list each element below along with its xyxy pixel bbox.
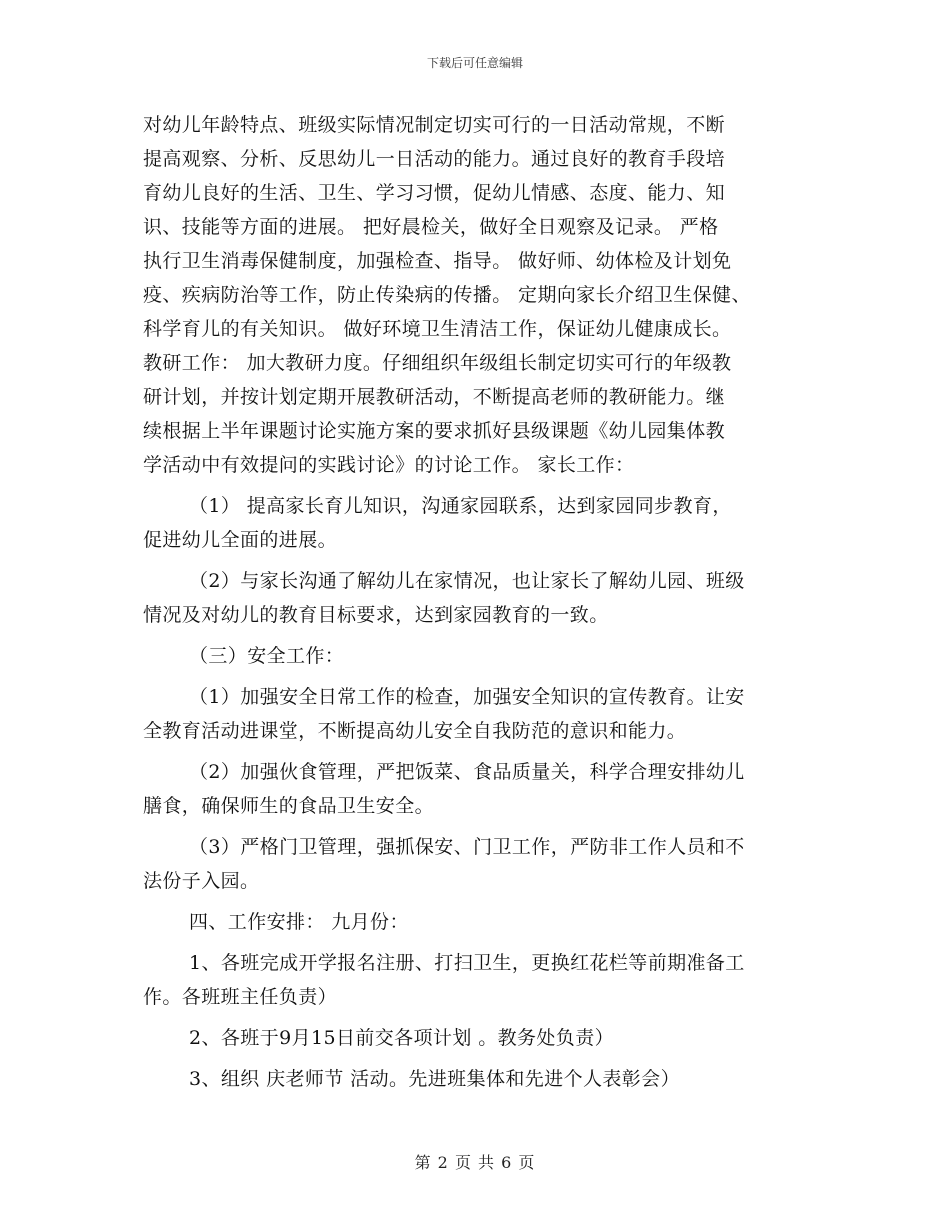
paragraph-line: 学活动中有效提问的实践讨论》的讨论工作。 家长工作： [143,454,635,476]
list-item-line: （1）加强安全日常工作的检查，加强安全知识的宣传教育。让安 [189,686,745,708]
paragraph-line: 识、技能等方面的进展。 把好晨检关，做好全日观察及记录。 严格 [143,216,719,238]
paragraph-line: 续根据上半年课题讨论实施方案的要求抓好县级课题《幼儿园集体教 [143,420,726,442]
list-item-line: 法份子入园。 [143,870,260,892]
list-item-line: （2）与家长沟通了解幼儿在家情况，也让家长了解幼儿园、班级 [189,570,745,592]
page-number: 第 2 页 共 6 页 [414,1153,536,1172]
paragraph-line: 科学育儿的有关知识。 做好环境卫生清洁工作，保证幼儿健康成长。 [143,318,732,340]
section-heading: 四、工作安排： 九月份： [189,911,409,933]
paragraph-line: 对幼儿年龄特点、班级实际情况制定切实可行的一日活动常规，不断 [143,114,726,136]
list-item-line: 作。各班班主任负责） [143,986,338,1008]
paragraph-line: 育幼儿良好的生活、卫生、学习习惯，促幼儿情感、态度、能力、知 [143,182,726,204]
paragraph-line: 研计划，并按计划定期开展教研活动，不断提高老师的教研能力。继 [143,386,726,408]
paragraph-line: 教研工作： 加大教研力度。仔细组织年级组长制定切实可行的年级教 [143,352,732,374]
section-heading: （三）安全工作： [189,645,345,667]
list-item-line: （2）加强伙食管理，严把饭菜、食品质量关，科学合理安排幼儿 [189,761,745,783]
list-item-line: 3、组织 庆老师节 活动。先进班集体和先进个人表彰会） [189,1068,680,1090]
list-item-line: （1） 提高家长育儿知识，沟通家园联系，达到家园同步教育， [189,495,732,517]
list-item-line: 全教育活动进课堂，不断提高幼儿安全自我防范的意识和能力。 [143,720,687,742]
list-item-line: 情况及对幼儿的教育目标要求，达到家园教育的一致。 [143,604,609,626]
list-item-line: 2、各班于9月15日前交各项计划 。教务处负责） [189,1027,614,1049]
paragraph-line: 提高观察、分析、反思幼儿一日活动的能力。通过良好的教育手段培 [143,148,726,170]
list-item-line: （3）严格门卫管理，强抓保安、门卫工作，严防非工作人员和不 [189,836,745,858]
list-item-line: 促进幼儿全面的进展。 [143,529,338,551]
paragraph-line: 疫、疾病防治等工作，防止传染病的传播。 定期向家长介绍卫生保健、 [143,284,751,306]
page-header: 下载后可任意编辑 [426,56,523,70]
list-item-line: 1、各班完成开学报名注册、打扫卫生，更换红花栏等前期准备工 [189,952,745,974]
document-body [143,108,823,1096]
list-item-line: 膳食，确保师生的食品卫生安全。 [143,795,435,817]
paragraph-line: 执行卫生消毒保健制度，加强检查、指导。 做好师、幼体检及计划免 [143,250,732,272]
